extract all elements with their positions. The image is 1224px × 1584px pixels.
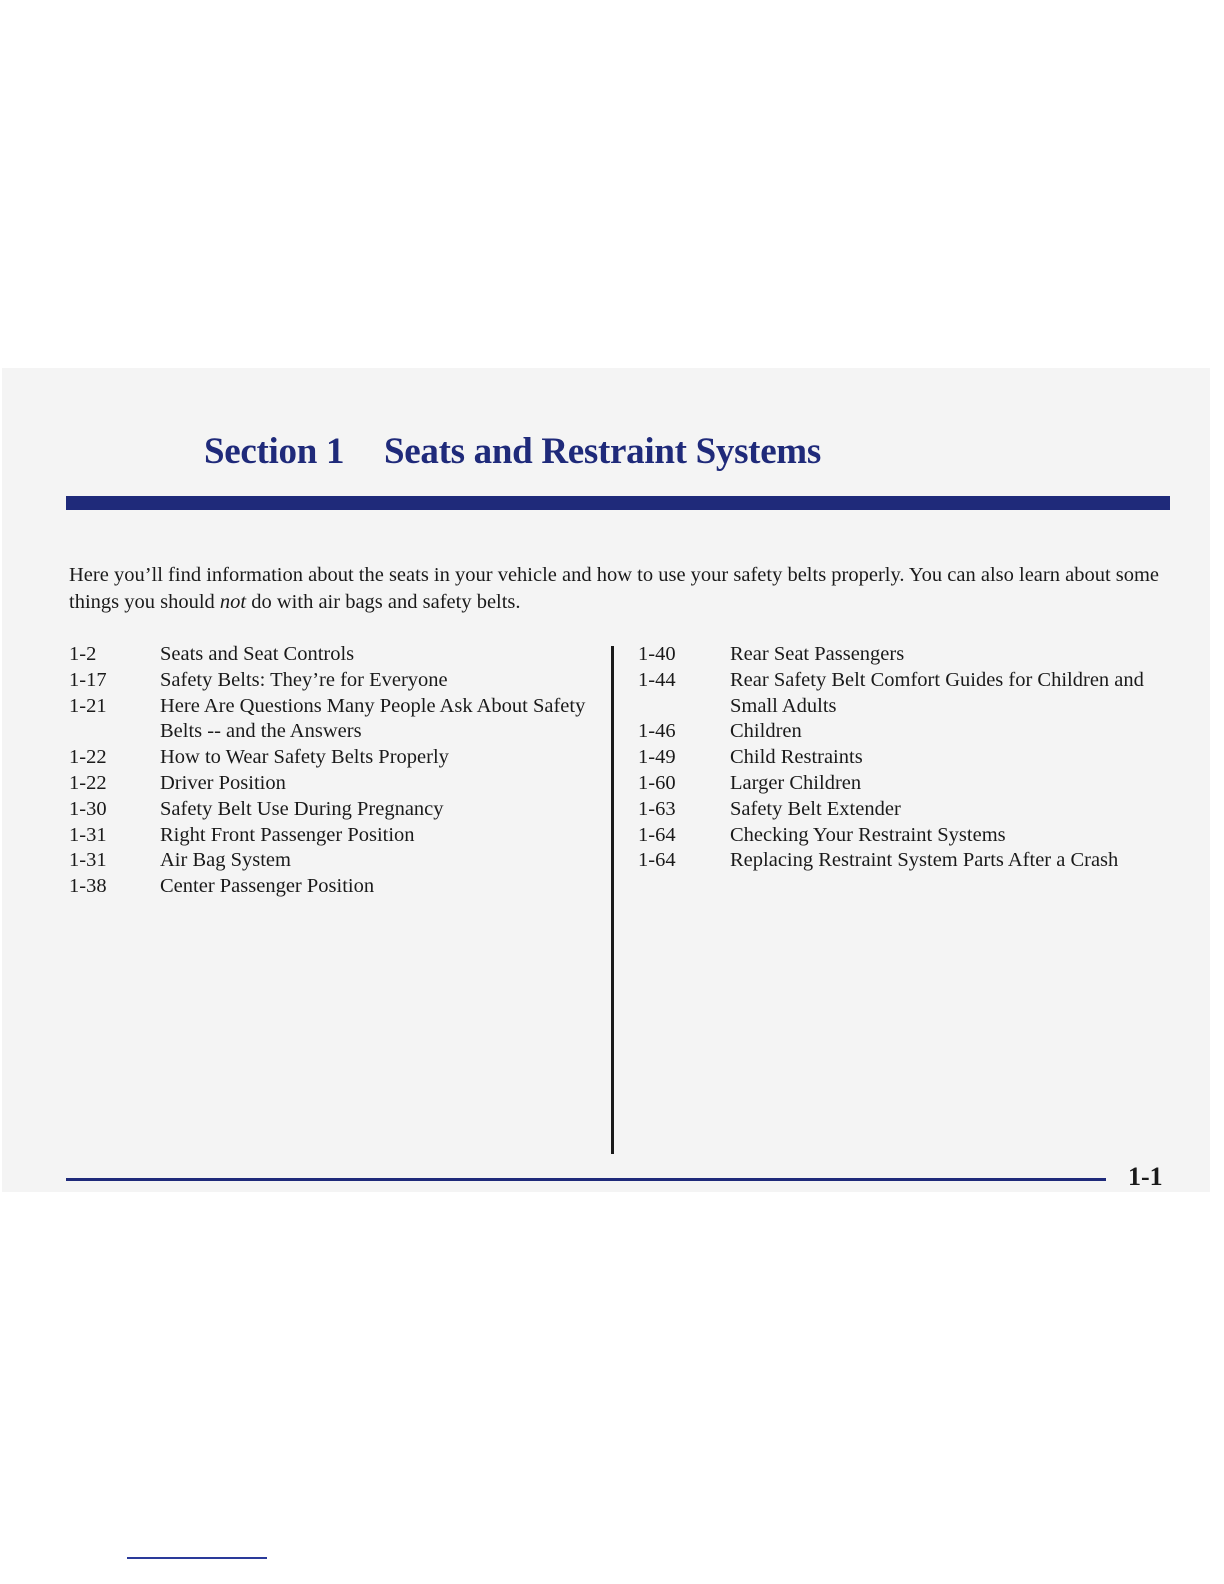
toc-entry[interactable] — [638, 719, 1188, 745]
toc-entry[interactable] — [69, 694, 609, 746]
toc-entry-title: Replacing Restraint System Parts After a Crash — [730, 849, 1119, 872]
toc-entry[interactable] — [638, 823, 1188, 849]
toc-page-number: 1-64 — [638, 849, 676, 872]
toc-page-number: 1-38 — [69, 875, 107, 898]
toc-entry-title: Larger Children — [730, 771, 862, 794]
toc-entry-title: Safety Belts: They’re for Everyone — [160, 668, 448, 691]
toc-entry-title: Air Bag System — [160, 849, 291, 872]
toc-entry-title: Checking Your Restraint Systems — [730, 823, 1006, 846]
toc-entry-title: Rear Safety Belt Comfort Guides for Children and Small Adults — [730, 668, 1144, 717]
toc-page-number: 1-17 — [69, 668, 107, 691]
toc-entry-title: Children — [730, 720, 802, 743]
intro-paragraph — [69, 562, 1169, 616]
toc-right-column — [638, 642, 1188, 874]
page-title — [204, 430, 821, 473]
toc-page-number: 1-64 — [638, 823, 676, 846]
intro-emphasis: not — [219, 591, 247, 613]
toc-entry-title: Here Are Questions Many People Ask About Safety Belts -- and the Answers — [160, 694, 586, 743]
toc-entry-title: Child Restraints — [730, 746, 863, 769]
toc-page-number: 1-46 — [638, 720, 676, 743]
column-divider — [611, 646, 614, 1154]
toc-entry-title: Center Passenger Position — [160, 875, 375, 898]
section-number: Section 1 — [204, 431, 345, 472]
toc-page-number: 1-30 — [69, 797, 107, 820]
toc-entry[interactable] — [638, 848, 1188, 874]
bottom-link-underline — [127, 1557, 267, 1559]
toc-page-number: 1-2 — [69, 643, 97, 665]
toc-entry-title: Right Front Passenger Position — [160, 823, 415, 846]
toc-page-number: 1-22 — [69, 746, 107, 769]
title-rule — [66, 496, 1170, 510]
toc-entry-title: Seats and Seat Controls — [160, 643, 355, 665]
toc-entry-title: Rear Seat Passengers — [730, 643, 905, 665]
section-title-text: Seats and Restraint Systems — [384, 431, 821, 472]
toc-entry[interactable] — [69, 823, 609, 849]
toc-page-number: 1-31 — [69, 823, 107, 846]
toc-entry[interactable] — [69, 771, 609, 797]
toc-entry[interactable] — [638, 745, 1188, 771]
toc-page-number: 1-44 — [638, 668, 676, 691]
toc-page-number: 1-21 — [69, 694, 107, 717]
footer-rule — [66, 1178, 1106, 1181]
toc-entry-title: How to Wear Safety Belts Properly — [160, 746, 449, 769]
toc-entry-title: Safety Belt Extender — [730, 797, 901, 820]
toc-entry[interactable] — [69, 848, 609, 874]
toc-entry[interactable] — [638, 642, 1188, 668]
toc-entry[interactable] — [638, 668, 1188, 720]
toc-page-number: 1-60 — [638, 771, 676, 794]
toc-page-number: 1-49 — [638, 746, 676, 769]
toc-entry-title: Safety Belt Use During Pregnancy — [160, 797, 444, 820]
intro-text-start: Here you’ll find information about the seats in your vehicle and how to use your safety belts properly. You can also learn about some things you should — [69, 564, 1160, 613]
toc-page-number: 1-40 — [638, 643, 676, 665]
toc-left-column — [69, 642, 609, 900]
toc-entry-title: Driver Position — [160, 771, 286, 794]
toc-entry[interactable] — [69, 797, 609, 823]
page-number: 1-1 — [1128, 1162, 1163, 1191]
toc-page-number: 1-22 — [69, 771, 107, 794]
toc-entry[interactable] — [638, 771, 1188, 797]
toc-entry[interactable] — [69, 874, 609, 900]
toc-page-number: 1-31 — [69, 849, 107, 872]
toc-entry[interactable] — [69, 745, 609, 771]
toc-entry[interactable] — [638, 797, 1188, 823]
intro-text-end: do with air bags and safety belts. — [246, 591, 521, 613]
toc-page-number: 1-63 — [638, 797, 676, 820]
toc-entry[interactable] — [69, 668, 609, 694]
toc-entry[interactable] — [69, 642, 609, 668]
